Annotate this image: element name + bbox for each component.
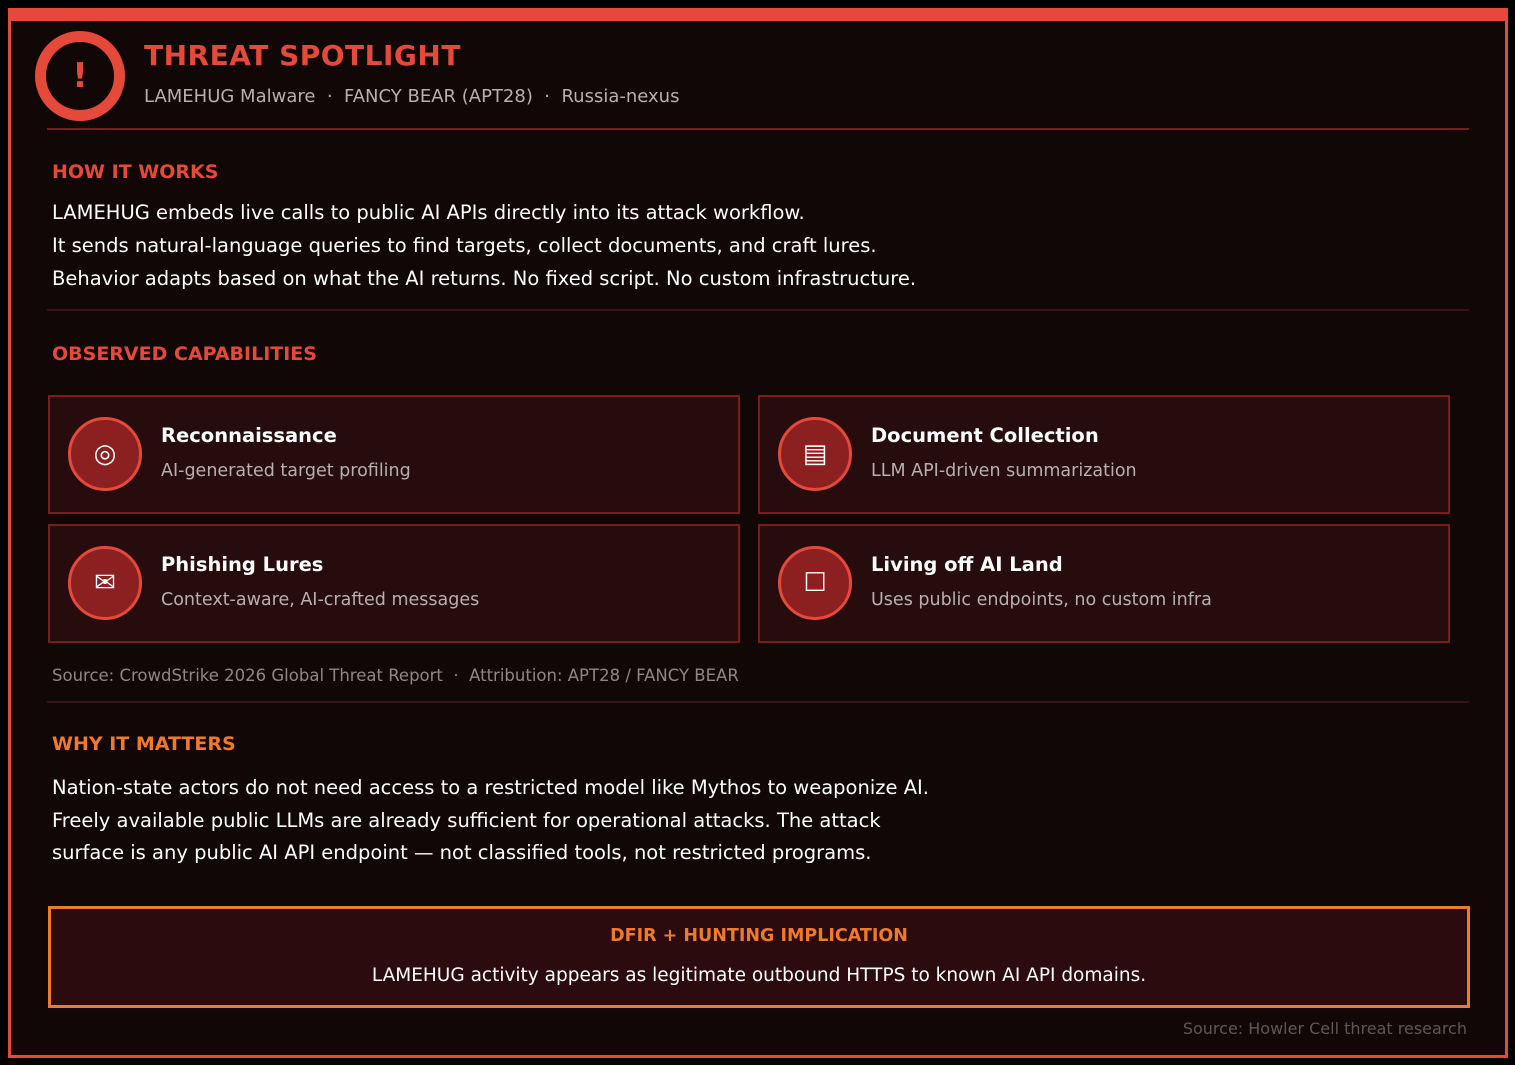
- section-divider: [47, 309, 1469, 311]
- square-icon: ☐: [778, 546, 852, 620]
- capability-description: LLM API-driven summarization: [871, 461, 1137, 481]
- top-accent-bar: [8, 8, 1508, 21]
- target-icon: ◎: [68, 417, 142, 491]
- why-it-matters-line: surface is any public AI API endpoint — not classified tools, not restricted programs.: [52, 841, 872, 864]
- how-it-works-line: Behavior adapts based on what the AI returns. No fixed script. No custom infrastructure.: [52, 267, 917, 290]
- page-subtitle: LAMEHUG Malware · FANCY BEAR (APT28) · Russia-nexus: [144, 86, 680, 107]
- dfir-implication-callout: [48, 906, 1470, 1008]
- capabilities-heading: OBSERVED CAPABILITIES: [52, 343, 317, 365]
- capability-card-living-off-ai-land: [758, 524, 1450, 643]
- alert-symbol: !: [72, 56, 88, 96]
- capabilities-source: Source: CrowdStrike 2026 Global Threat Report · Attribution: APT28 / FANCY BEAR: [52, 666, 739, 685]
- capability-card-document-collection: [758, 395, 1450, 514]
- how-it-works-line: It sends natural-language queries to find targets, collect documents, and craft lures.: [52, 234, 877, 257]
- page-title: THREAT SPOTLIGHT: [144, 39, 461, 72]
- capability-title: Document Collection: [871, 424, 1099, 447]
- why-it-matters-text: [52, 772, 929, 870]
- how-it-works-text: [52, 196, 916, 295]
- capability-description: Context-aware, AI-crafted messages: [161, 590, 480, 610]
- footer-source: Source: Howler Cell threat research: [1182, 1019, 1467, 1038]
- section-divider: [47, 701, 1469, 703]
- implication-heading: DFIR + HUNTING IMPLICATION: [610, 926, 908, 946]
- why-it-matters-line: Nation-state actors do not need access to a restricted model like Mythos to weaponize AI.: [52, 776, 929, 799]
- capability-title: Living off AI Land: [871, 553, 1063, 576]
- header-divider: [47, 128, 1469, 130]
- why-it-matters-heading: WHY IT MATTERS: [52, 733, 236, 755]
- capability-description: Uses public endpoints, no custom infra: [871, 590, 1212, 610]
- threat-spotlight-panel: [8, 8, 1508, 1058]
- capability-title: Phishing Lures: [161, 553, 324, 576]
- document-icon: ▤: [778, 417, 852, 491]
- implication-text: LAMEHUG activity appears as legitimate outbound HTTPS to known AI API domains.: [371, 965, 1147, 986]
- capability-description: AI-generated target profiling: [161, 461, 411, 481]
- alert-icon: [35, 31, 125, 121]
- envelope-icon: ✉: [68, 546, 142, 620]
- capability-title: Reconnaissance: [161, 424, 337, 447]
- why-it-matters-line: Freely available public LLMs are already sufficient for operational attacks. The attack: [52, 808, 881, 832]
- how-it-works-line: LAMEHUG embeds live calls to public AI APIs directly into its attack workflow.: [52, 201, 805, 224]
- capability-card-phishing-lures: [48, 524, 740, 643]
- how-it-works-heading: HOW IT WORKS: [52, 161, 219, 183]
- capability-card-reconnaissance: [48, 395, 740, 514]
